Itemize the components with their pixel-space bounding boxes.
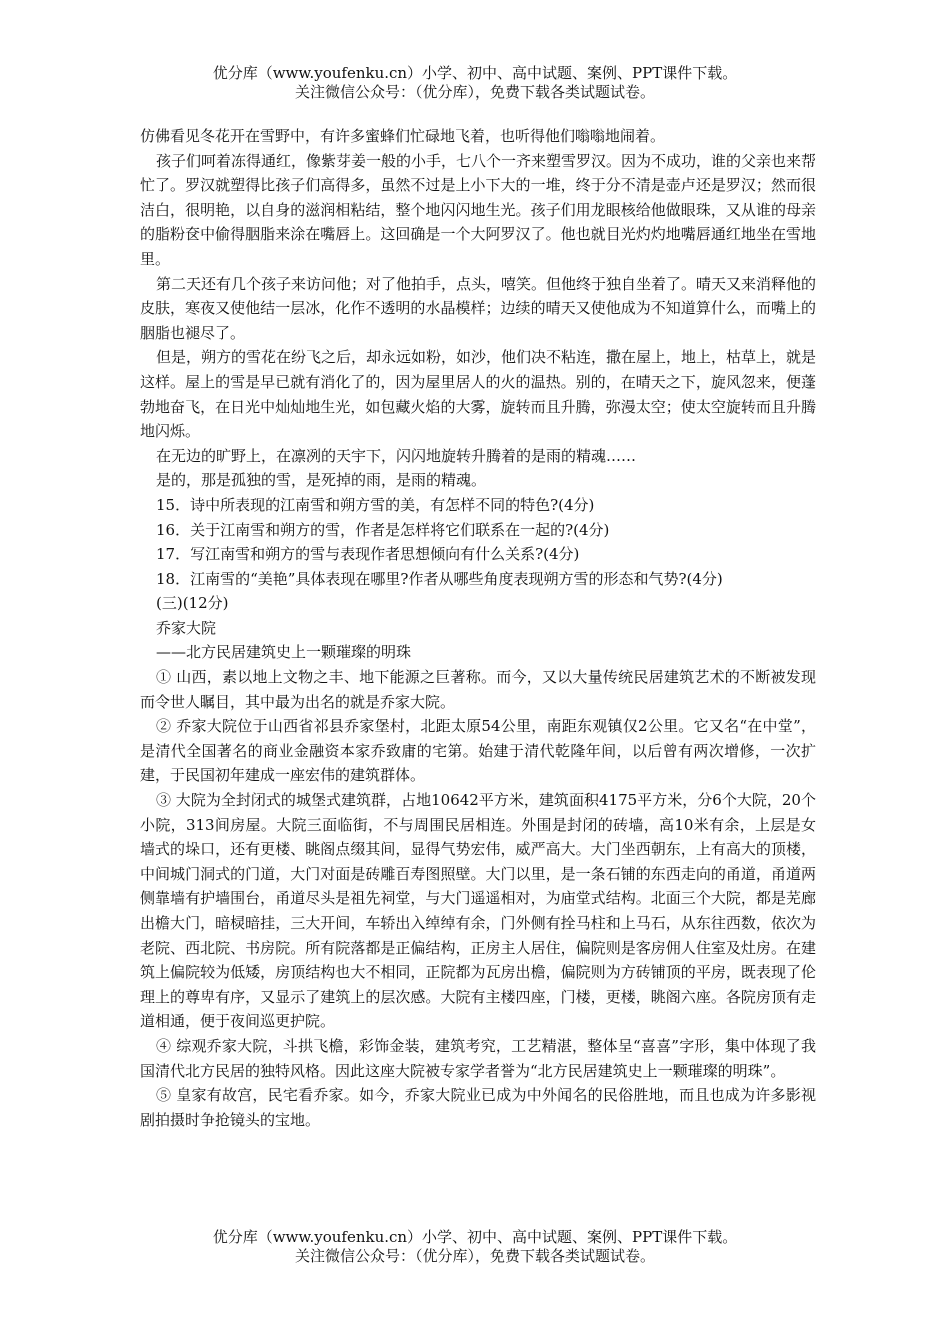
- article-paragraph: ③ 大院为全封闭式的城堡式建筑群，占地10642平方米，建筑面积4175平方米，分6个大院，20个小院，313间房屋。大院三面临街，不与周围民居相连。外围是封闭的砖墙，高10米有余，上层是女墙式的垛口，还有更楼、眺阁点缀其间，显得气势宏伟，威严高大。大门坐西朝东，上有高大的顶楼，中间城门洞式的门道，大门对面是砖雕百寿图照壁。大门以里，是一条石铺的东西走向的甬道，甬道两侧靠墙有护墙围台，甬道尽头是祖先祠堂，与大门遥遥相对，为庙堂式结构。北面三个大院，都是芜廊出檐大门，暗棂暗挂，三大开间，车轿出入绰绰有余，门外侧有拴马柱和上马石，从东往西数，依次为老院、西北院、书房院。所有院落都是正偏结构，正房主人居住，偏院则是客房佣人住室及灶房。在建筑上偏院较为低矮，房顶结构也大不相同，正院都为瓦房出檐，偏院则为方砖铺顶的平房，既表现了伦理上的尊卑有序，又显示了建筑上的层次感。大院有主楼四座，门楼，更楼，眺阁六座。各院房顶有走道相通，便于夜间巡更护院。: [140, 791, 816, 1031]
- passage-paragraph: 是的，那是孤独的雪，是死掉的雨，是雨的精魂。: [156, 471, 487, 490]
- passage-paragraph: 但是，朔方的雪花在纷飞之后，却永远如粉，如沙，他们决不粘连，撒在屋上，地上，枯草上，就是这样。屋上的雪是早已就有消化了的，因为屋里居人的火的温热。别的，在晴天之下，旋风忽来，便蓬勃地奋飞，在日光中灿灿地生光，如包藏火焰的大雾，旋转而且升腾，弥漫太空；使太空旋转而且升腾地闪烁。: [140, 348, 817, 441]
- article-paragraph: ⑤ 皇家有故宫，民宅看乔家。如今，乔家大院业已成为中外闻名的民俗胜地，而且也成为许多影视剧拍摄时争抢镜头的宝地。: [140, 1086, 816, 1129]
- passage-paragraph: 在无边的旷野上，在凛冽的天宇下，闪闪地旋转升腾着的是雨的精魂……: [156, 446, 637, 465]
- article-title: 乔家大院: [156, 618, 217, 637]
- footer-line-2: 关注微信公众号：（优分库），免费下载各类试题试卷。: [294, 1247, 655, 1265]
- question-18: 18．江南雪的“美艳”具体表现在哪里?作者从哪些角度表现朔方雪的形态和气势?(4分): [156, 569, 723, 588]
- article-subtitle: ——北方民居建筑史上一颗璀璨的明珠: [156, 643, 412, 662]
- passage-paragraph: 第二天还有几个孩子来访问他；对了他拍手，点头，嘻笑。但他终于独自坐着了。晴天又来消释他的皮肤，寒夜又使他结一层冰，化作不透明的水晶模样；边续的晴天又使他成为不知道算什么，而嘴上的胭脂也褪尽了。: [140, 274, 817, 342]
- question-16: 16．关于江南雪和朔方的雪，作者是怎样将它们联系在一起的?(4分): [156, 520, 610, 539]
- page-header: [0, 64, 950, 102]
- question-17: 17．写江南雪和朔方的雪与表现作者思想倾向有什么关系?(4分): [156, 545, 580, 564]
- article-paragraph: ① 山西，素以地上文物之丰、地下能源之巨著称。而今，又以大量传统民居建筑艺术的不断被发现而令世人瞩目，其中最为出名的就是乔家大院。: [140, 668, 816, 711]
- article-paragraph: ④ 综观乔家大院，斗拱飞檐，彩饰金装，建筑考究，工艺精湛，整体呈“喜喜”字形，集中体现了我国清代北方民居的独特风格。因此这座大院被专家学者誉为“北方民居建筑史上一颗璀璨的明珠”。: [140, 1036, 816, 1080]
- header-line-2: 关注微信公众号：（优分库），免费下载各类试题试卷。: [294, 83, 655, 101]
- question-15: 15．诗中所表现的江南雪和朔方雪的美，有怎样不同的特色?(4分): [156, 495, 595, 514]
- article-paragraph: ② 乔家大院位于山西省祁县乔家堡村，北距太原54公里，南距东观镇仅2公里。它又名“在中堂”，是清代全国著名的商业金融资本家乔致庸的宅第。始建于清代乾隆年间，以后曾有两次增修，一次扩建，于民国初年建成一座宏伟的建筑群体。: [140, 717, 816, 785]
- header-line-1: 优分库（www.youfenku.cn）小学、初中、高中试题、案例、PPT课件下载。: [212, 64, 738, 82]
- document-body: [140, 124, 816, 1132]
- section-heading: (三)(12分): [156, 594, 229, 613]
- passage-paragraph: 孩子们呵着冻得通红，像紫芽姜一般的小手，七八个一齐来塑雪罗汉。因为不成功，谁的父亲也来帮忙了。罗汉就塑得比孩子们高得多，虽然不过是上小下大的一堆，终于分不清是壶卢还是罗汉；然而很洁白，很明艳，以自身的滋润相粘结，整个地闪闪地生光。孩子们用龙眼核给他做眼珠，又从谁的母亲的脂粉奁中偷得胭脂来涂在嘴唇上。这回确是一个大阿罗汉了。他也就目光灼灼地嘴唇通红地坐在雪地里。: [140, 151, 817, 268]
- footer-line-1: 优分库（www.youfenku.cn）小学、初中、高中试题、案例、PPT课件下载。: [212, 1228, 738, 1246]
- passage-paragraph: 仿佛看见冬花开在雪野中，有许多蜜蜂们忙碌地飞着，也听得他们嗡嗡地闹着。: [140, 127, 666, 145]
- page-footer: [0, 1228, 950, 1266]
